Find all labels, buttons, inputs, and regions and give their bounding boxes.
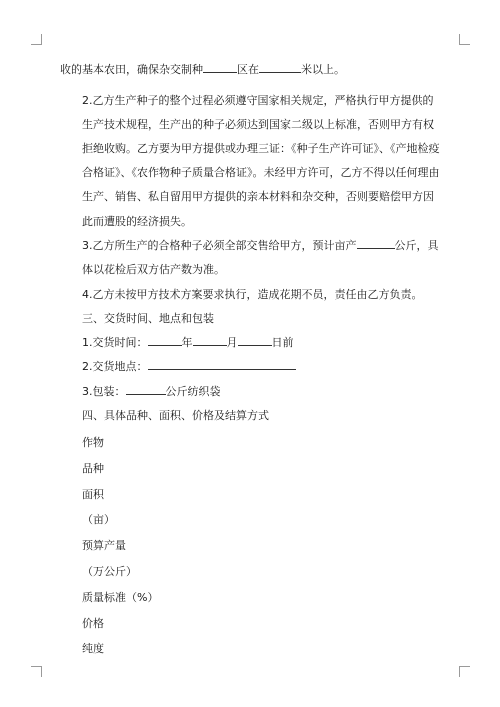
text-run: 区在 xyxy=(237,63,259,76)
paragraph-2: 2.乙方生产种子的整个过程必须遵守国家相关规定，严格执行甲方提供的生产技术规程，生产出的种子必须达到国家二级以上标准，否则甲方有权拒绝收购。乙方要为甲方提供或办理三证：《种子生产许可证》、《产地检疫合格证》、《农作物种子质量合格证》。未经甲方许可，乙方不得以任何理由生产、销售、私自留用甲方提供的亲本材料和杂交种，否则要赔偿甲方因此而遭股的经济损失。 xyxy=(82,93,440,228)
text-run: 收的基本农田，确保杂交制种 xyxy=(60,63,203,76)
list-item: 质量标准（%） xyxy=(82,590,159,604)
paragraph-4: 4.乙方未按甲方技术方案要求执行，造成花期不员，责任由乙方负责。 xyxy=(82,287,423,301)
list-item: 纯度 xyxy=(82,642,104,656)
text-run: 米以上。 xyxy=(301,63,345,76)
list-item: （万公斤） xyxy=(82,564,137,578)
section-heading-3: 三、交货时间、地点和包装 xyxy=(82,311,214,325)
text-run: 年 xyxy=(181,336,193,350)
blank-field xyxy=(126,383,166,395)
text-run: 2.交货地点： xyxy=(82,360,148,374)
item-list xyxy=(60,430,442,662)
text-run: 月 xyxy=(226,336,238,350)
list-item: 作物 xyxy=(82,435,104,449)
list-item: 预算产量 xyxy=(82,539,126,553)
list-item: 品种 xyxy=(82,461,104,475)
text-run: 3.包装： xyxy=(82,384,126,398)
blank-field xyxy=(148,358,296,370)
blank-field xyxy=(357,237,395,249)
text-run: 公斤纺织袋 xyxy=(165,384,221,398)
delivery-place-line xyxy=(60,355,442,379)
list-item: （亩） xyxy=(82,513,115,527)
blank-field xyxy=(148,334,182,346)
blank-field xyxy=(238,334,272,346)
text-run: 3.乙方所生产的合格种子必须全部交售给甲方，预计亩产 xyxy=(82,238,357,252)
blank-field xyxy=(259,61,301,73)
packaging-line xyxy=(60,380,442,404)
paragraph-continuation xyxy=(60,58,442,83)
section-heading-4: 四、具体品种、面积、价格及结算方式 xyxy=(82,408,269,422)
delivery-time-line xyxy=(60,331,442,355)
text-run: 公斤，具体以花检后双方估产数为准。 xyxy=(82,238,439,277)
blank-field xyxy=(193,334,227,346)
crop-mark-bottom-right xyxy=(459,666,470,677)
list-item: 价格 xyxy=(82,616,104,630)
blank-field xyxy=(203,61,237,73)
text-run: 日前 xyxy=(271,336,294,350)
text-run: 1.交货时间： xyxy=(82,336,148,350)
paragraph-3 xyxy=(60,234,442,283)
crop-mark-top-left xyxy=(31,34,42,45)
crop-mark-top-right xyxy=(459,34,470,45)
document-body xyxy=(60,58,442,662)
crop-mark-bottom-left xyxy=(31,666,42,677)
list-item: 面积 xyxy=(82,487,104,501)
